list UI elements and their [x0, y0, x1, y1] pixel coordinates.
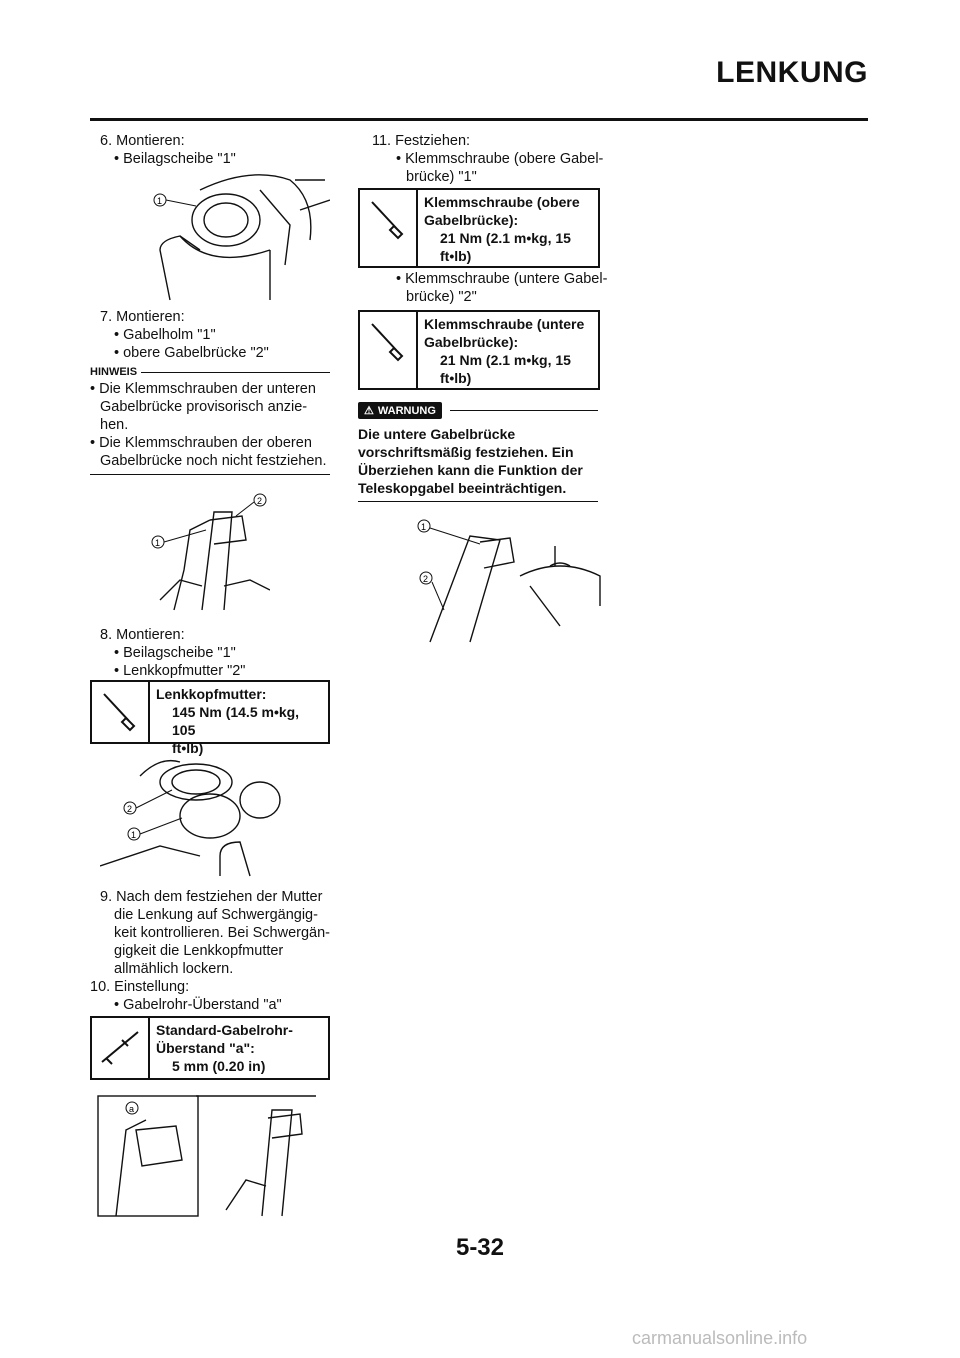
- spec-lenkkopfmutter: Lenkkopfmutter: 145 Nm (14.5 m•kg, 105 ft•lb): [90, 680, 330, 744]
- figure-washer: [140, 170, 330, 302]
- page-number: 5-32: [455, 1234, 505, 1261]
- callout: 1: [421, 522, 427, 532]
- step-8: 8. Montieren: • Beilagscheibe "1" • Lenkkopfmutter "2": [90, 626, 340, 680]
- callout: 2: [127, 804, 133, 814]
- callout: 1: [155, 538, 161, 548]
- note-hinweis: HINWEIS • Die Klemmschrauben der unteren Gabelbrücke provisorisch anzie- hen. • Die Klemmschrauben der oberen Gabelbrücke noch nicht festziehen.: [90, 366, 330, 475]
- callout: 2: [257, 496, 263, 506]
- header-rule: [90, 118, 868, 121]
- step-11-item2: • Klemmschraube (untere Gabel- brücke) "2": [372, 270, 622, 306]
- step-9: 9. Nach dem festziehen der Mutter die Lenkung auf Schwergängig- keit kontrollieren. Bei Schwergän- gigkeit die Lenkkopfmutter allmählich lockern. 10. Einstellung: • Gabelrohr-Überstand "a": [90, 888, 340, 1014]
- spec-klemmschraube-obere: Klemmschraube (obere Gabelbrücke): 21 Nm (2.1 m•kg, 15 ft•lb): [358, 188, 600, 268]
- figure-bridge-bolts: [410, 516, 610, 644]
- warning-triangle-icon: ⚠: [364, 405, 374, 417]
- spec-gabelrohr: Standard-Gabelrohr- Überstand "a": 5 mm (0.20 in): [90, 1016, 330, 1080]
- step-11: 11. Festziehen: • Klemmschraube (obere Gabel- brücke) "1": [372, 132, 622, 186]
- caliper-icon: [92, 1018, 150, 1078]
- figure-fork-protrusion: [96, 1090, 320, 1218]
- callout: 1: [157, 196, 163, 206]
- warning-badge: ⚠ WARNUNG: [358, 402, 442, 419]
- page-title: LENKUNG: [716, 56, 868, 89]
- figure-steering-nut: [100, 756, 300, 878]
- watermark: carmanualsonline.info: [632, 1328, 808, 1348]
- warning-block: ⚠ WARNUNG Die untere Gabelbrücke vorschriftsmäßig festziehen. Ein Überziehen kann die Funktion der Teleskopgabel beeinträchtigen.: [358, 402, 598, 502]
- torque-wrench-icon: [360, 190, 418, 266]
- spec-klemmschraube-untere: Klemmschraube (untere Gabelbrücke): 21 Nm (2.1 m•kg, 15 ft•lb): [358, 310, 600, 390]
- figure-fork-bridge: [140, 490, 270, 612]
- callout: 2: [423, 574, 429, 584]
- callout: 1: [131, 830, 137, 840]
- step-6: 6. Montieren: • Beilagscheibe "1": [90, 132, 340, 168]
- torque-wrench-icon: [92, 682, 150, 742]
- torque-wrench-icon: [360, 312, 418, 388]
- note-label: HINWEIS: [90, 366, 138, 378]
- callout: a: [129, 1104, 135, 1114]
- step-7: 7. Montieren: • Gabelholm "1" • obere Gabelbrücke "2": [90, 308, 340, 362]
